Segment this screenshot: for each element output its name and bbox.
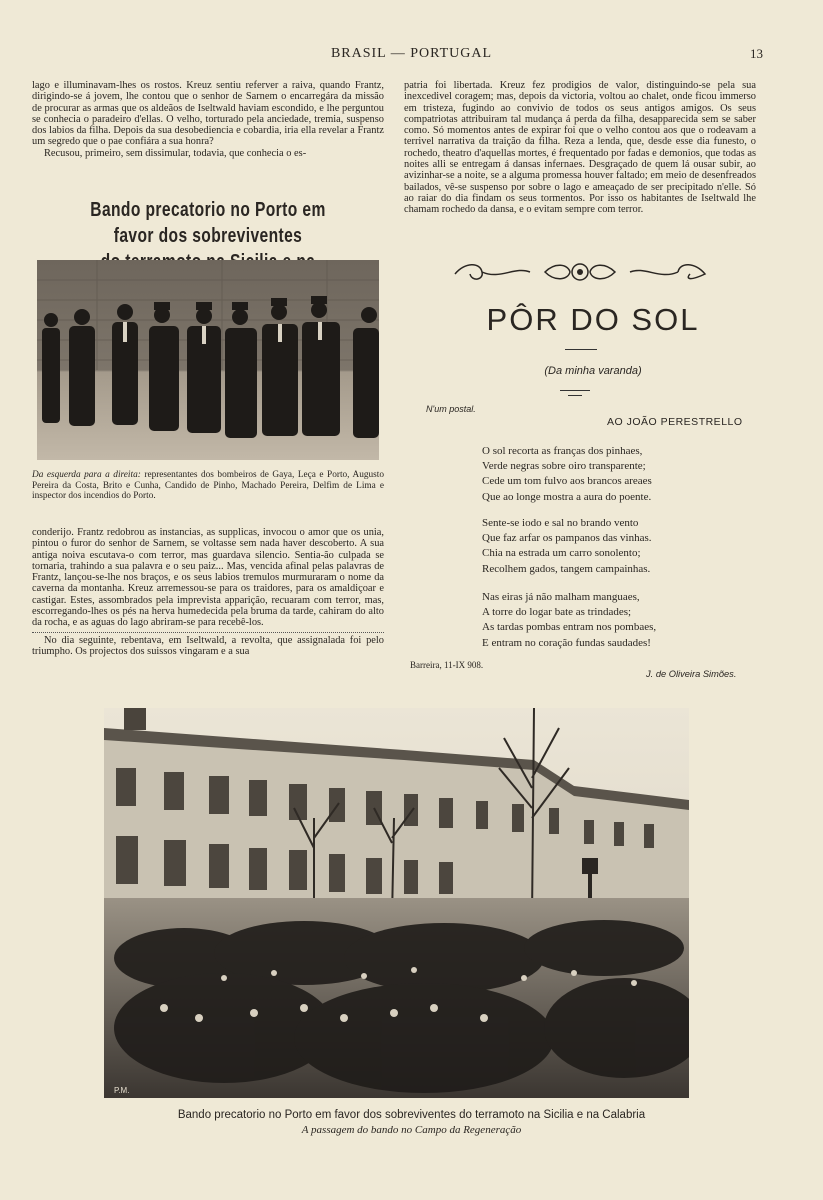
title-rule (565, 349, 597, 350)
poem-dedication: AO JOÃO PERESTRELLO (607, 416, 743, 428)
caption-title: Bando precatorio no Porto em favor dos sobreviventes do terramoto na Sicilia e na Calabria (177, 1109, 646, 1121)
left-column-bottom (32, 527, 384, 657)
poem-verse: O sol recorta as franças dos pinhaes, (482, 445, 643, 457)
bottom-photo-caption (0, 1108, 823, 1138)
poem-verse: Chia na estrada um carro sonolento; (482, 547, 641, 560)
headline-line: Bando precatorio no Porto em favor dos sobreviventes (90, 199, 326, 247)
body-paragraph: lago e illuminavam-lhes os rostos. Kreuz sentiu referver a raiva, quando Frantz, dirigindo-se á jovem, lhe contou que o senhor de Sarnem o encarregára da missão de procurar as armas que os aldeãos de Iseltwald haviam escondido, e lhe perguntou se conhecia o paradeiro d'ellas. O velho, torturado pela anciedade, tremia, suspenso dos labios da filha. Depois da sua desobediencia e cobardia, iria ella revelar a Frantz um segredo que o pae confiára a sua honra? (32, 80, 384, 148)
photo-caption (32, 470, 384, 502)
subtitle-rule-short (568, 395, 582, 396)
photo-caption-lead: Da esquerda para a direita: (32, 470, 141, 480)
poem-verse: Sente-se iodo e sal no brando vento (482, 517, 639, 529)
right-column-top (404, 80, 756, 216)
body-paragraph: No dia seguinte, rebentava, em Iseltwald, a revolta, que assignalada foi pelo triumpho. Os projectos dos suissos vingaram e a sua (32, 634, 384, 657)
subtitle-rule (560, 390, 590, 391)
poem-verse: Verde negras sobre oiro transparente; (482, 460, 646, 473)
poem-verse: Nas eiras já não malham manguaes, (482, 591, 640, 603)
author-signature: J. de Oliveira Simões. (646, 669, 737, 679)
poem-title: PÔR DO SOL (486, 302, 700, 337)
page-header (0, 46, 823, 66)
poem-verse: Recolhem gados, tangem campainhas. (482, 562, 651, 575)
running-title: BRASIL — PORTUGAL (330, 46, 493, 61)
poem-stanza (482, 516, 742, 577)
body-paragraph: patria foi libertada. Kreuz fez prodigios de valor, distinguindo-se pela sua inexcedivel coragem; mas, depois da victoria, voltou ao chalet, onde ficou immerso em tristeza, fugindo ao convivio de todos os seus antigos amigos. Os seus compatriotas attribuiram tal mudança á perda da filha, desapparecida sem se saber como. Só momentos antes de expirar foi que o velho contou aos que o rodeavam a terrivel narrativa da traição da filha. Reza a lenda, que, desde esse dia funesto, o rochedo, theatro d'aquellas mortes, é frequentado por fadas e demonios, que todas as noites alli se entregam á dansas infernaes. Desgraçado de quem lá ousar subir, ao avizinhar-se a noite, se a alguma promessa houver faltado; em meio de desenfreados bailados, vê-se suspenso por sobre o lago e ameaçado de ser precipitado n'elle. Só ao raiar do dia findam os seus tormentos. Por isso os habitantes de Iseltwald lhe chamam rochedo da dansa, e o evitam sempre com terror. (404, 80, 756, 216)
photographer-monogram: P.M. (114, 1086, 130, 1095)
poem-verse: Que faz arfar os pampanos das vinhas. (482, 532, 652, 545)
poem-verse: E entram no coração fundas saudades! (482, 636, 651, 649)
body-paragraph: Recusou, primeiro, sem dissimular, todavia, que conhecia o es- (44, 147, 307, 159)
decorative-ornament (450, 258, 710, 288)
section-divider (32, 632, 384, 633)
group-portrait-photo (37, 260, 379, 460)
poem-stanza (482, 590, 742, 651)
poem-verse: A torre do logar bate as trindades; (482, 606, 632, 619)
poem-subtitle: (Da minha varanda) (544, 365, 642, 377)
page-number: 13 (750, 46, 763, 61)
crowd-procession-illustration (104, 708, 689, 1098)
postal-note: N'um postal. (426, 404, 476, 414)
caption-subtitle: A passagem do bando no Campo da Regeneração (301, 1124, 522, 1136)
place-date: Barreira, 11-IX 908. (410, 660, 484, 670)
crowd-procession-photo (104, 708, 689, 1098)
group-portrait-illustration (37, 260, 379, 460)
body-paragraph: conderijo. Frantz redobrou as instancias, as supplicas, invocou o amor que os unia, pintou o furor do senhor de Sarnem, se voltasse sem nada haver descoberto. A sua antiga noiva escutava-o com terror, mas guardava silencio. Sentia-ão culpada se tornaria, trahindo a sua palavra e o seu paiz... Mas, vencida afinal pelas palavras de Frantz, lançou-se-lhe nos braços, e os seus labios tremulos murmuraram o nome da caverna da montanha. Kreuz arremessou-se para os traidores, para os amaldiçoar e castigar. Estes, assombrados pela imprevista apparição, recuaram com terror, mas, escorregando-lhes os pés na herva humedecida pela bruma da tarde, cahiram do alto da rocha, e as aguas do lago abriram-se para recebê-los. (32, 527, 384, 629)
left-column-top (32, 80, 384, 159)
poem-verse: Que ao longe mostra a aura do poente. (482, 490, 652, 503)
photo-caption-text: representantes dos bombeiros de Gaya, Leça e Porto, Augusto Pereira da Costa, Brito e Cunha, Candido de Pinho, Machado Pereira, Delfim de Lima e inspector dos incendios do Porto. (32, 470, 385, 502)
poem-verse: As tardas pombas entram nos pombaes, (482, 621, 657, 634)
poem-stanza (482, 444, 742, 505)
poem-verse: Cede um tom fulvo aos brancos areaes (482, 475, 652, 488)
